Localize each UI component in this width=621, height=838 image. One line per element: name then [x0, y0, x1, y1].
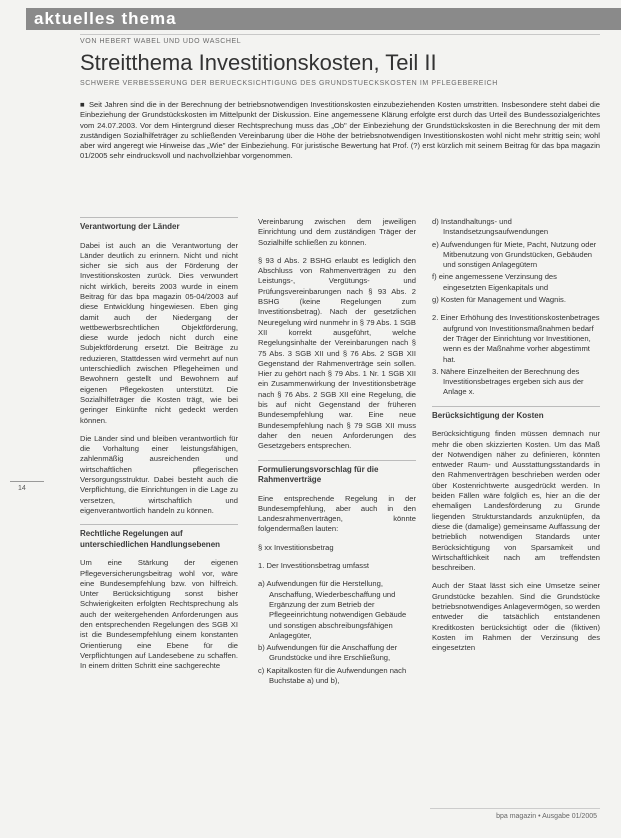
heading-verantwortung: Verantwortung der Länder: [80, 217, 238, 233]
list-item: d) Instandhaltungs- und Instandsetzungsaufwendungen: [432, 217, 549, 237]
list-item: c) Kapitalkosten für die Aufwendungen nach Buchstabe a) und b),: [258, 665, 407, 685]
list-item: f) eine angemessene Verzinsung des eingesetzten Eigenkapitals und: [432, 272, 557, 292]
column-2: [258, 217, 416, 694]
investment-list-continued: [432, 217, 600, 305]
article-subtitle: SCHWERE VERBESSERUNG DER BERUECKSICHTIGUNG DES GRUNDSTUECKSKOSTEN IM PFLEGEBEREICH: [80, 80, 498, 87]
footer-rule: [430, 808, 600, 809]
header-rule: [80, 34, 600, 35]
numbered-list: [432, 313, 600, 397]
page-number: 14: [18, 485, 26, 492]
paragraph: § 93 d Abs. 2 BSHG erlaubt es lediglich den Abschluss von Rahmenverträgen zu den Leistungs-, Vergütungs- und Prüfungsvereinbarungen nach § 93 Abs. 2 BSHG (keine Regelungen zum Investitionsbetrag). Nach der gesetzlichen Neuregelung wird nunmehr in § 79 Abs. 1 SGB XII korrekt ausgeführt, welche Regelungsinhalte der Vereinbarungen nach § 75 Abs. 3 SGB XII und § 76 Abs. 2 SGB XII Gegenstand der Rahmenverträge sein sollen. Hier zu gehört nach § 79 Abs. 1 Nr. 1 SGB XII ein Zusammenwirkung der Investitionsbeträge nach § 76 Abs. 2 SGB XII eine Regelung, die bis auf nicht Gegenstand der früheren Bundesempfehlung war. Eine neue Bundesempfehlung nach § 79 SGB XII muss daher den neuen Anforderungen des Gesetzgebers entsprechen.: [258, 255, 416, 451]
list-intro-text: Der Investitionsbetrag umfasst: [266, 561, 370, 571]
heading-rechtliche-regelungen: Rechtliche Regelungen auf unterschiedlichen Handlungsebenen: [80, 524, 238, 550]
heading-formulierungsvorschlag: Formulierungsvorschlag für die Rahmenverträge: [258, 460, 416, 486]
heading-beruecksichtigung: Berücksichtigung der Kosten: [432, 406, 600, 422]
list-item: 3. Nähere Einzelheiten der Berechnung des Investitionsbetrages ergeben sich aus der Anlage x.: [432, 366, 584, 397]
list-item: a) Aufwendungen für die Herstellung, Anschaffung, Wiederbeschaffung und Ergänzung der zum Betrieb der Pflegeeinrichtung notwendigen Gebäude und sonstigen abschreibungsfähigen Anlagegüter,: [258, 579, 407, 640]
paragraph: Auch der Staat lässt sich eine Umsetze seiner Grundstücke bezahlen. Sind die Grundstücke betriebsnotwendiges Anlagevermögen, so werden entweder die tatsächlich entstandenen Kreditkosten berücksichtigt oder die (fiktiven) Kosten im Rahmen der Verzinsung des eingesetzten: [432, 581, 601, 653]
list-item: g) Kosten für Management und Wagnis.: [432, 295, 566, 305]
lead-paragraph: [80, 100, 600, 162]
article-title: Streitthema Investitionskosten, Teil II: [80, 50, 437, 75]
paragraph: Eine entsprechende Regelung in der Bundesempfehlung, aber auch in den Landesrahmenverträgen, könnte folgendermaßen lauten:: [258, 493, 416, 534]
column-3: [432, 217, 600, 661]
investment-list: [258, 579, 416, 686]
section-label: aktuelles thema: [34, 9, 177, 28]
paragraph: § xx Investitionsbetrag: [258, 542, 334, 552]
list-item: e) Aufwendungen für Miete, Pacht, Nutzung oder Mitbenutzung von Grundstücken, Gebäuden und sonstigen Anlagegütern: [432, 239, 597, 270]
column-1: [80, 217, 238, 679]
footer-text: bpa magazin • Ausgabe 01/2005: [496, 813, 597, 820]
paragraph: Dabei ist auch an die Verantwortung der Länder deutlich zu erinnern. Nicht und nicht sicher sie sich aus der Förderung der Investitionskosten zurück. Dies verwundert nicht wirklich, bereits 2003 wurde in einem Beitrag für das bpa magazin 05-04/2003 auf diese Entwicklung hingewiesen. Eben ging damit auch der Niedergang der wettbewerbsrechtlichen Objektförderung, diese wurde jedoch nicht durch eine Subjektförderung ersetzt. Die Beiträge zu reduzieren, Stattdessen wird vermehrt auf nun unterschiedlich zwischen Pflegeheimen und Bewohnern gestellt und Bewohnern auf eigenen Pflegekosten unterstützt. Die Sozialhilfeträger die Kosten trägt, wie bei geringer Einkünfte nicht gedeckt werden können.: [80, 240, 238, 425]
list-item: 2. Einer Erhöhung des Investitionskostenbetrages aufgrund von Investitionsmaßnahmen bedarf der Träger der Einrichtung vor Investitionen, wenn es der Maßnahme vorher abgestimmt hat.: [432, 313, 600, 364]
square-bullet-icon: ■: [80, 100, 85, 109]
authors-line: VON HEBERT WABEL UND UDO WASCHEL: [80, 38, 242, 45]
list-intro: 1. Der Investitionsbetrag umfasst: [258, 561, 370, 571]
paragraph: Vereinbarung zwischen dem jeweiligen Einrichtung und dem zuständigen Träger der Sozialhilfe schließen zu können.: [258, 217, 416, 247]
lead-text: Seit Jahren sind die in der Berechnung der betriebsnotwendigen Investitionskosten einzubeziehenden Kosten umstritten. Insbesondere steht dabei die Einbeziehung der Grundstückskosten im Mittelpunkt der Diskussion. Eine angemessene Klärung erfolgte erst durch das Urteil des Bundessozialgerichtes vom 24.07.2003. Vor dem Hintergrund dieser Rechtsprechung muss das „Ob" der Einbeziehung der Grundstückskosten in die Berechnung der mit dem zuständigen Sozialhilfeträger zu schließenden Vereinbarung über die Höhe der betriebsnotwendigen Investitionskosten wohl nicht mehr strittig sein; wohl aber wird angeregt wie Hinweise das „Wie" der Einbeziehung. Für juristische Bewertung hat Prof. (?) erst kürzlich mit seinem Beitrag für das bpa magazin 01/2005 sehr eindrucksvoll und nachvollziehbar vorgenommen.: [80, 100, 600, 161]
paragraph: Die Länder sind und bleiben verantwortlich für die Vorhaltung einer leistungsfähigen, zahlenmäßig ausreichenden und wirtschaftlichen pflegerischen Versorgungsstruktur. Dabei besteht auch die Verpflichtung, die Einrichtungen in die Lage zu versetzen, wirtschaftlich und eigenverantwortlich handeln zu können.: [80, 433, 238, 515]
page-number-rule: [10, 481, 44, 482]
list-item: b) Aufwendungen für die Anschaffung der Grundstücke und ihre Erschließung,: [258, 643, 398, 663]
section-banner: [26, 8, 621, 30]
paragraph: Berücksichtigung finden müssen demnach nur mehr die oben skizzierten Kosten. Um das Maß der Notwendigen näher zu definieren, könnten entweder Raum- und Ausstattungsstandards in den Rahmenverträgen beschrieben werden oder über Kostenrichtwerte ausgedrückt werden. In beiden Fällen wäre folglich es, hier an die der ehemaligen Landesförderung zu Grunde liegenden Strukturstandards anzuknüpfen, da diese die (damalige) gemeinsame Auffassung der betrieblich notwendigen Standards unter Berücksichtigung von Sparsamkeit und Wirtschaftlichkeit nach am treffendsten beschreiben.: [432, 429, 600, 573]
paragraph: Um eine Stärkung der eigenen Pflegeversicherungsbeitrag wohl vor, wäre eine Bundesempfehlung bzw. von hilfreich. Unter Berücksichtigung sonst bisher Schwierigkeiten erfolgten Rechtsprechung als auch der weitergehenden Anforderungen aus den entsprechenden Regelungen des SGB XI ist die Bundesempfehlung einem konstanten Orientierung eine Ebene für die Verpflichtungen auf Landesebene zu schaffen. In einem dritten Schritt eine sachgerechte: [80, 558, 238, 671]
